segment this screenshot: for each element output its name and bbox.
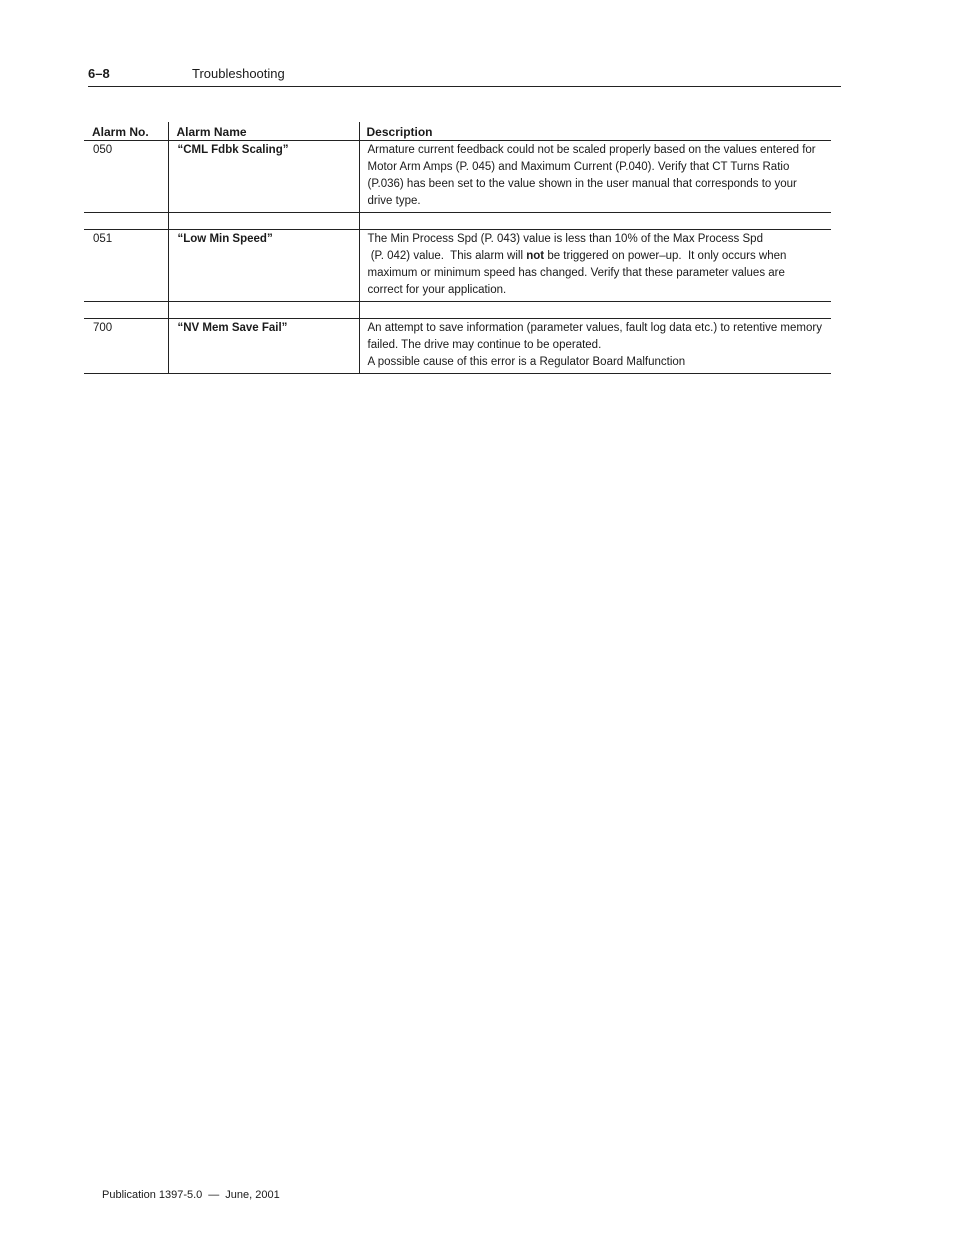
description-text: (P. 042) value. This alarm will bbox=[367, 250, 527, 262]
table-row bbox=[84, 141, 831, 213]
page-footer bbox=[102, 1189, 280, 1201]
section-title: Troubleshooting bbox=[192, 66, 285, 81]
publication-date: June, 2001 bbox=[225, 1189, 280, 1201]
table-spacer-row bbox=[84, 213, 831, 230]
description-line: Motor Arm Amps (P. 045) and Maximum Current (P.040). Verify that CT Turns Ratio bbox=[367, 161, 790, 173]
column-header-alarm-no: Alarm No. bbox=[84, 122, 168, 141]
alarm-description bbox=[359, 319, 831, 374]
column-header-alarm-name: Alarm Name bbox=[168, 122, 359, 141]
description-line: (P.036) has been set to the value shown in the user manual that corresponds to your bbox=[367, 178, 797, 190]
publication-number: Publication 1397-5.0 bbox=[102, 1189, 203, 1201]
alarm-number: 051 bbox=[84, 230, 168, 302]
description-line: The Min Process Spd (P. 043) value is less than 10% of the Max Process Spd bbox=[367, 233, 763, 245]
alarm-number: 700 bbox=[84, 319, 168, 374]
description-line: drive type. bbox=[367, 195, 421, 207]
alarm-description bbox=[359, 141, 831, 213]
alarm-name: “Low Min Speed” bbox=[168, 230, 359, 302]
alarm-name: “NV Mem Save Fail” bbox=[168, 319, 359, 374]
table-header-row bbox=[84, 122, 831, 141]
page-header bbox=[88, 64, 841, 87]
table-spacer-row bbox=[84, 302, 831, 319]
description-line: An attempt to save information (parameter values, fault log data etc.) to retentive memory bbox=[367, 322, 822, 334]
description-line: A possible cause of this error is a Regulator Board Malfunction bbox=[367, 356, 686, 368]
description-line: correct for your application. bbox=[367, 284, 507, 296]
table-row bbox=[84, 230, 831, 302]
alarm-description bbox=[359, 230, 831, 302]
alarm-table bbox=[84, 122, 831, 374]
table-row bbox=[84, 319, 831, 374]
description-line: Armature current feedback could not be scaled properly based on the values entered for bbox=[367, 144, 816, 156]
description-line: failed. The drive may continue to be operated. bbox=[367, 339, 602, 351]
alarm-name: “CML Fdbk Scaling” bbox=[168, 141, 359, 213]
footer-separator: — bbox=[208, 1189, 220, 1201]
description-line bbox=[368, 248, 828, 265]
page-number: 6–8 bbox=[88, 66, 110, 81]
description-text: be triggered on power–up. It only occurs when bbox=[544, 250, 787, 262]
description-emphasis: not bbox=[526, 250, 545, 262]
description-line: maximum or minimum speed has changed. Verify that these parameter values are bbox=[367, 267, 785, 279]
column-header-description: Description bbox=[359, 122, 831, 141]
alarm-number: 050 bbox=[84, 141, 168, 213]
